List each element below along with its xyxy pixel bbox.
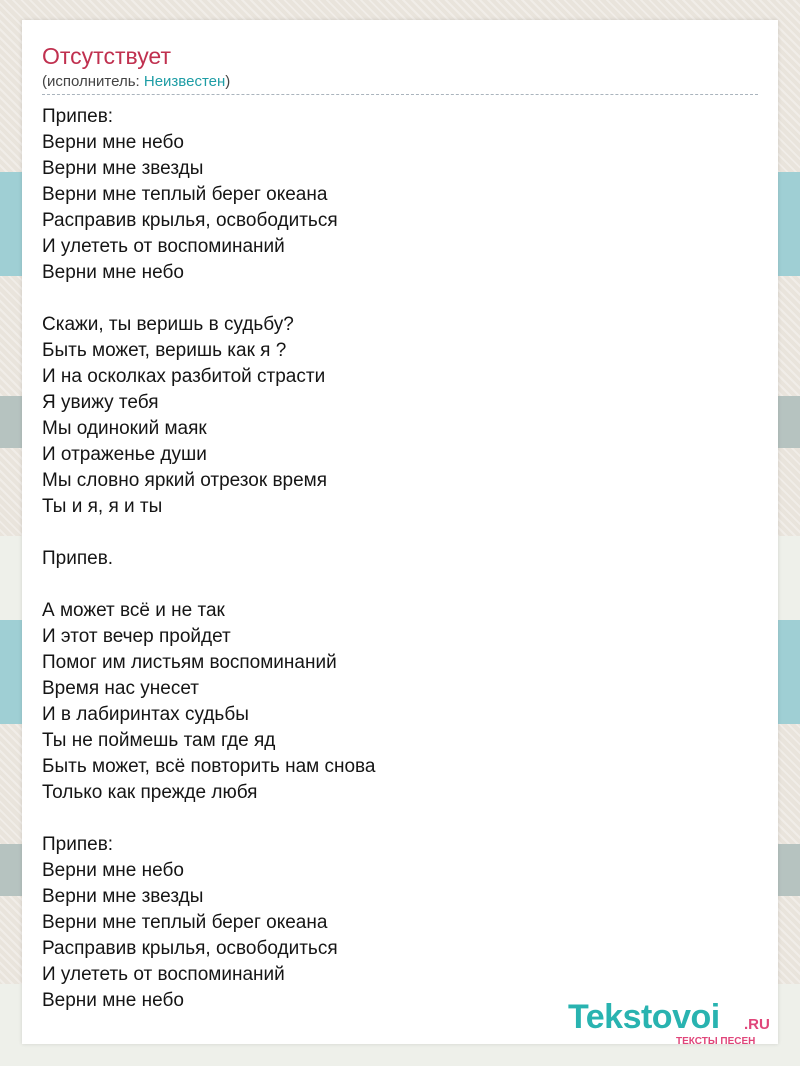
artist-link[interactable]: Неизвестен [143, 73, 226, 90]
artist-suffix: ) [225, 73, 231, 90]
artist-line [42, 73, 230, 90]
lyrics-text: Припев: Верни мне небо Верни мне звезды Верни мне теплый берег океана Расправив крылья, освободиться И улететь от воспоминаний Верни мне небо Скажи, ты веришь в судьбу? Быть может, веришь как я ? И на осколках разбитой страсти Я увижу тебя Мы одинокий маяк И отраженье души Мы словно яркий отрезок время Ты и я, я и ты Припев. А может всё и не так И этот вечер пройдет Помог им листьям воспоминаний Время нас унесет И в лабиринтах судьбы Ты не поймешь там где яд Быть может, всё повторить нам снова Только как прежде любя Припев: Верни мне небо Верни мне звезды Верни мне теплый берег океана Расправив крылья, освободиться И улететь от воспоминаний Верни мне небо [42, 106, 376, 1011]
logo-tagline: ТЕКСТЫ ПЕСЕН [676, 1036, 756, 1047]
lyrics-card [22, 20, 778, 1047]
logo-domain: .RU [744, 1016, 770, 1033]
site-logo[interactable] [568, 998, 782, 1047]
dashed-divider [42, 94, 758, 95]
artist-prefix: (исполнитель: [42, 73, 144, 90]
logo-wordmark: Tekstovoi [568, 998, 720, 1036]
song-title: Отсутствует [42, 43, 171, 69]
